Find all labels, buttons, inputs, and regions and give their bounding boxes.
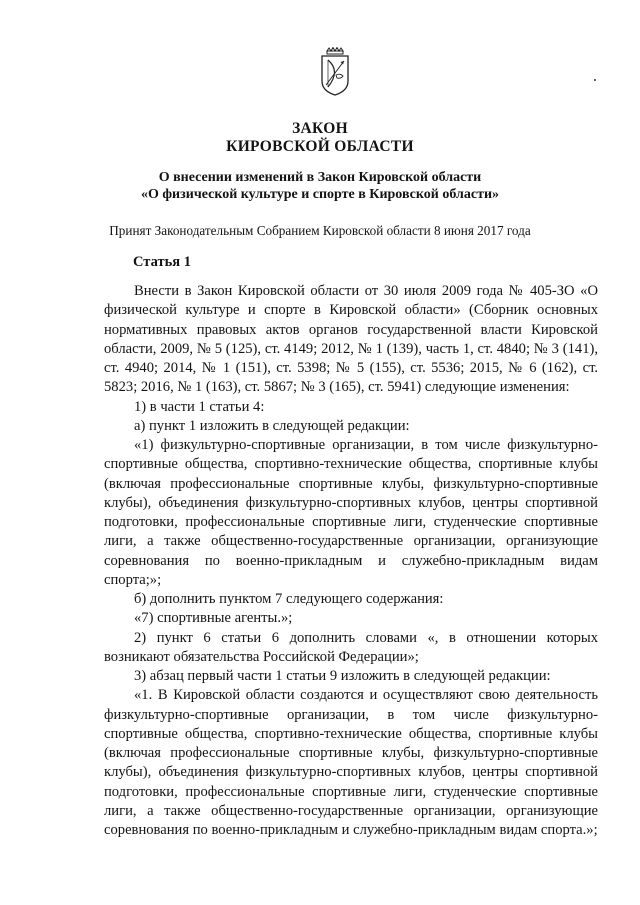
law-subtitle-line2: «О физической культуре и спорте в Кировской области» <box>140 187 500 202</box>
amendment-item: 3) абзац первый части 1 статьи 9 изложить в следующей редакции: <box>134 668 551 684</box>
amendment-quote: «1) физкультурно-спортивные организации, в том числе физкультурно-спортивные общества, спортивно-технические общества, спортивные клубы (включая профессиональные спортивные клубы, физкультурно-спортивные клубы), объединения физкультурно-спортивных клубов, центры спортивной подготовки, профессиональные спортивные лиги, студенческие спортивные лиги, а также общественно-государственные организации, организующие соревнования по военно-прикладным и служебно-прикладным видам спорта;»; <box>104 437 598 588</box>
scan-speck <box>594 79 596 81</box>
adoption-note: Принят Законодательным Собранием Кировской области 8 июня 2017 года <box>109 223 531 238</box>
amendment-quote: «7) спортивные агенты.»; <box>134 610 293 627</box>
amendment-item: 1) в части 1 статьи 4: <box>134 398 265 415</box>
amendment-item: 2) пункт 6 статьи 6 дополнить словами «, в отношении которых возникают обязательства Российской Федерации»; <box>104 629 598 665</box>
amendment-quote: «1. В Кировской области создаются и осуществляют свою деятельность физкультурно-спортивные организации, в том числе физкультурно-спортивные общества, спортивно-технические общества, спортивные клубы (включая профессиональные спортивные клубы, физкультурно-спортивные клубы), объединения физкультурно-спортивных клубов, центры спортивной подготовки, профессиональные спортивные лиги, студенческие спортивные лиги, а также общественно-государственные организации, организующие соревнования по военно-прикладным и служебно-прикладным видам спорта.»; <box>104 687 598 838</box>
law-title-line2: КИРОВСКОЙ ОБЛАСТИ <box>226 138 414 155</box>
coat-of-arms-icon <box>319 47 351 97</box>
article-heading: Статья 1 <box>133 254 191 270</box>
law-subtitle-line1: О внесении изменений в Закон Кировской области <box>158 170 482 185</box>
amendment-item: б) дополнить пунктом 7 следующего содержания: <box>134 591 444 607</box>
article-body <box>104 282 598 840</box>
intro-paragraph: Внести в Закон Кировской области от 30 июля 2009 года № 405-ЗО «О физической культуре и спорте в Кировской области» (Сборник основных нормативных правовых актов органов государственной власти Кировской области, 2009, № 5 (125), ст. 4149; 2012, № 1 (139), часть 1, ст. 4840; № 3 (141), ст. 4940; 2014, № 1 (151), ст. 5398; № 5 (155), ст. 5536; 2015, № 6 (162), ст. 5823; 2016, № 1 (163), ст. 5867; № 3 (165), ст. 5941) следующие изменения: <box>104 283 598 396</box>
law-title-line1: ЗАКОН <box>292 120 348 137</box>
amendment-item: а) пункт 1 изложить в следующей редакции: <box>134 417 410 434</box>
